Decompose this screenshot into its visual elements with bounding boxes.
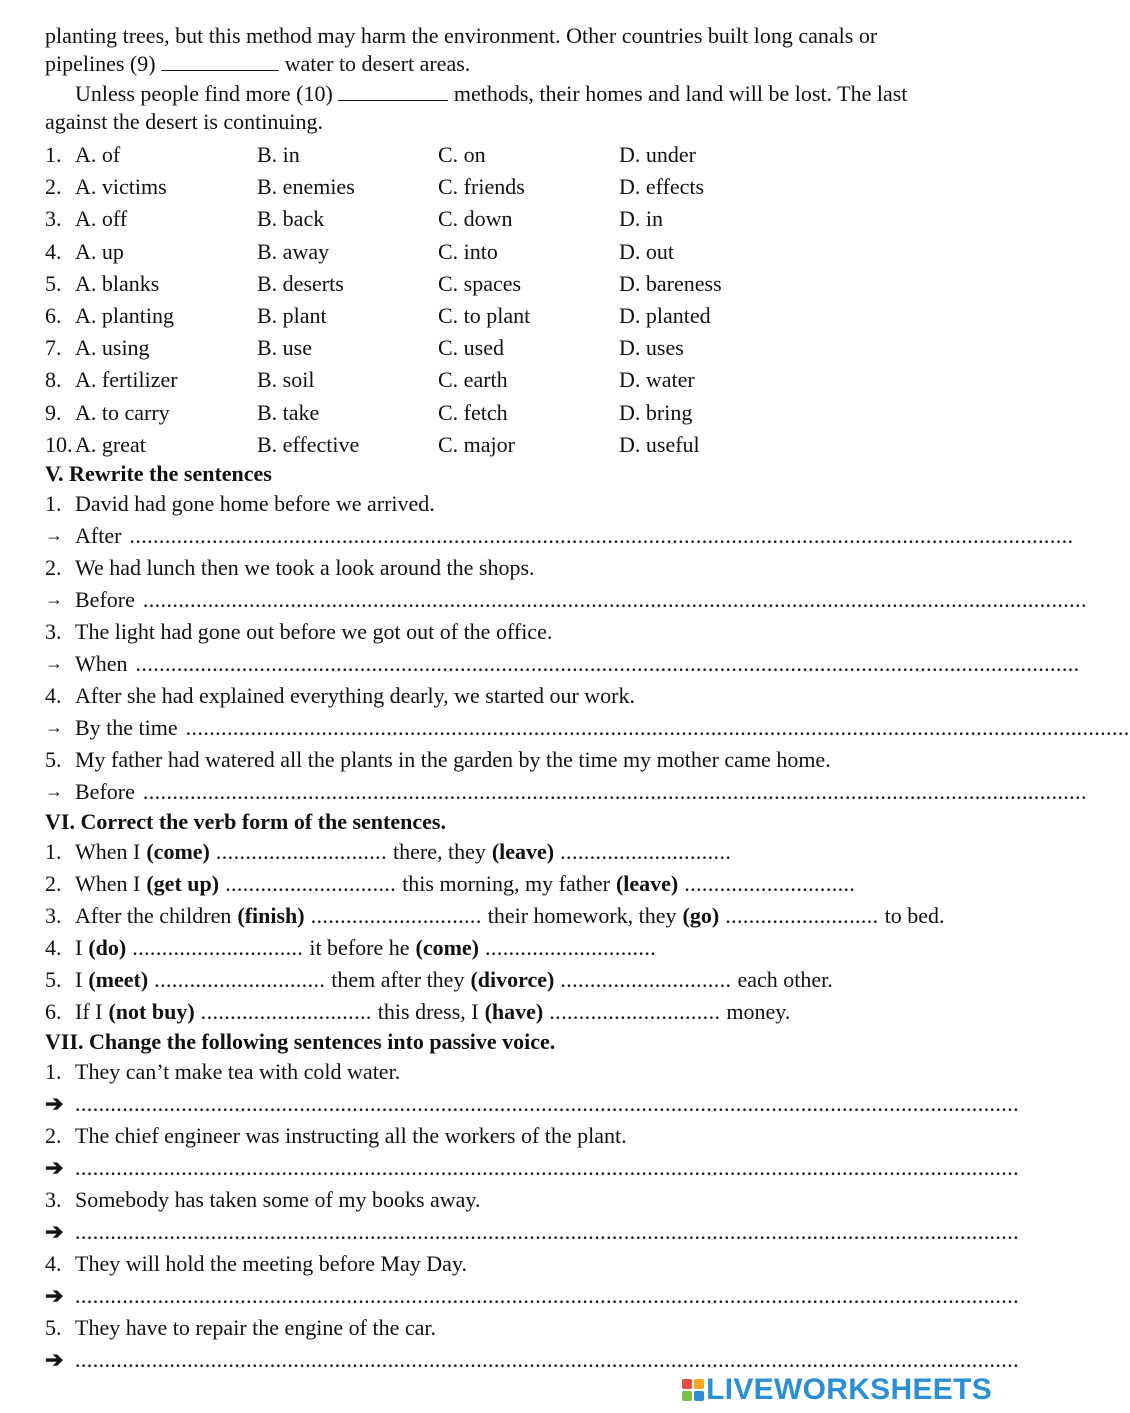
option-d[interactable]: D. water xyxy=(619,367,695,393)
sentence-part: money. xyxy=(726,998,791,1024)
options-table xyxy=(45,139,963,461)
section-title: VI. Correct the verb form of the sentences. xyxy=(45,808,446,834)
passage-line: pipelines (9) water to desert areas. xyxy=(45,51,471,76)
liveworksheets-logo-icon xyxy=(682,1379,704,1401)
passive-voice-section xyxy=(45,1056,1019,1376)
option-b[interactable]: B. back xyxy=(257,206,325,232)
question-text: They will hold the meeting before May Day. xyxy=(75,1250,468,1276)
answer-line xyxy=(45,648,1080,680)
option-d[interactable]: D. useful xyxy=(619,431,700,457)
arrow-icon: → xyxy=(45,525,63,546)
question-number: 3. xyxy=(45,618,62,644)
option-c[interactable]: C. on xyxy=(438,142,486,168)
answer-field[interactable]: ................................................................................................................................................................ xyxy=(75,1346,1019,1372)
option-b[interactable]: B. in xyxy=(257,142,300,168)
answer-field[interactable]: ................................................................................................................................................................ xyxy=(142,586,1087,612)
option-b[interactable]: B. soil xyxy=(257,367,315,393)
section-title: VII. Change the following sentences into passive voice. xyxy=(45,1028,556,1054)
arrow-icon: ➔ xyxy=(45,1346,64,1372)
arrow-icon: ➔ xyxy=(45,1154,64,1180)
question-number: 3. xyxy=(45,902,62,928)
arrow-icon: → xyxy=(45,717,63,738)
option-d[interactable]: D. under xyxy=(619,142,696,168)
question-number: 1. xyxy=(45,490,62,516)
question-number: 4. xyxy=(45,934,62,960)
sentence-part: If I xyxy=(75,998,103,1024)
question-line xyxy=(45,1056,963,1088)
option-c[interactable]: C. to plant xyxy=(438,303,531,329)
answer-field[interactable]: ................................................................................................................................................................ xyxy=(75,1154,1019,1180)
option-c[interactable]: C. used xyxy=(438,335,504,361)
sentence-part: I xyxy=(75,934,83,960)
question-number: 3. xyxy=(45,206,62,232)
answer-line xyxy=(45,712,1130,744)
verb-hint: (have) xyxy=(484,998,544,1024)
question-line xyxy=(45,488,963,520)
answer-line xyxy=(45,1216,1019,1248)
option-row xyxy=(45,300,963,332)
question-line xyxy=(45,1184,963,1216)
verb-hint: (get up) xyxy=(146,870,220,896)
question-number: 8. xyxy=(45,367,62,393)
question-line xyxy=(45,996,963,1028)
question-number: 10. xyxy=(45,431,73,457)
option-d[interactable]: D. bring xyxy=(619,399,693,425)
answer-starter: After xyxy=(75,522,122,548)
rewrite-section xyxy=(45,488,1130,808)
verb-hint: (leave) xyxy=(491,838,555,864)
question-number: 9. xyxy=(45,399,62,425)
question-line xyxy=(45,964,963,996)
question-text: Somebody has taken some of my books away. xyxy=(75,1186,481,1212)
option-d[interactable]: D. in xyxy=(619,206,663,232)
answer-field[interactable]: ............................. xyxy=(154,966,326,992)
question-line xyxy=(45,1312,963,1344)
option-b[interactable]: B. use xyxy=(257,335,312,361)
question-line xyxy=(45,680,963,712)
answer-line xyxy=(45,584,1087,616)
question-text: My father had watered all the plants in the garden by the time my mother came home. xyxy=(75,746,831,772)
answer-field[interactable]: ............................. xyxy=(132,934,304,960)
verb-hint: (come) xyxy=(415,934,480,960)
verb-hint: (finish) xyxy=(237,902,305,928)
verb-hint: (meet) xyxy=(88,966,149,992)
question-line xyxy=(45,836,963,868)
answer-starter: Before xyxy=(75,778,135,804)
section-title: V. Rewrite the sentences xyxy=(45,460,272,486)
answer-line xyxy=(45,776,1087,808)
question-number: 2. xyxy=(45,174,62,200)
option-row xyxy=(45,139,963,171)
option-a[interactable]: A. blanks xyxy=(75,270,160,296)
answer-field[interactable]: ............................. xyxy=(549,998,721,1024)
sentence-part: there, they xyxy=(392,838,486,864)
answer-line xyxy=(45,1088,1019,1120)
sentence-part: When I xyxy=(75,838,141,864)
question-text: The chief engineer was instructing all the workers of the plant. xyxy=(75,1122,627,1148)
option-row xyxy=(45,397,963,429)
option-c[interactable]: C. down xyxy=(438,206,513,232)
sentence-part: their homework, they xyxy=(487,902,677,928)
option-b[interactable]: B. enemies xyxy=(257,174,355,200)
option-a[interactable]: A. great xyxy=(75,431,146,457)
sentence-part: to bed. xyxy=(884,902,945,928)
sentence-part: it before he xyxy=(309,934,410,960)
option-row xyxy=(45,236,963,268)
option-b[interactable]: B. effective xyxy=(257,431,360,457)
option-c[interactable]: C. earth xyxy=(438,367,508,393)
sentence-part: them after they xyxy=(331,966,465,992)
sentence-part: this morning, my father xyxy=(402,870,610,896)
arrow-icon: ➔ xyxy=(45,1090,64,1116)
option-d[interactable]: D. out xyxy=(619,238,674,264)
question-number: 5. xyxy=(45,966,62,992)
answer-field[interactable]: ................................................................................................................................................................ xyxy=(185,714,1130,740)
arrow-icon: ➔ xyxy=(45,1218,64,1244)
question-number: 4. xyxy=(45,238,62,264)
verb-hint: (do) xyxy=(88,934,127,960)
liveworksheets-logo xyxy=(682,1373,992,1407)
option-row xyxy=(45,364,963,396)
option-d[interactable]: D. effects xyxy=(619,174,705,200)
blank-9[interactable] xyxy=(161,52,279,71)
option-a[interactable]: A. planting xyxy=(75,303,174,329)
answer-field[interactable]: ............................. xyxy=(684,870,856,896)
option-b[interactable]: B. plant xyxy=(257,303,327,329)
option-a[interactable]: A. victims xyxy=(75,174,167,200)
question-number: 1. xyxy=(45,1058,62,1084)
answer-line xyxy=(45,1344,1019,1376)
option-row xyxy=(45,171,963,203)
sentence-part: I xyxy=(75,966,83,992)
answer-field[interactable]: .......................... xyxy=(725,902,879,928)
question-line xyxy=(45,868,963,900)
question-number: 2. xyxy=(45,1122,62,1148)
answer-field[interactable]: ................................................................................................................................................................ xyxy=(129,522,1074,548)
option-d[interactable]: D. planted xyxy=(619,303,711,329)
answer-field[interactable]: ............................. xyxy=(225,870,397,896)
blank-10[interactable] xyxy=(338,82,448,101)
answer-field[interactable]: ............................. xyxy=(215,838,387,864)
option-a[interactable]: A. to carry xyxy=(75,399,170,425)
question-line xyxy=(45,744,963,776)
sentence-part: When I xyxy=(75,870,141,896)
verb-hint: (leave) xyxy=(615,870,679,896)
option-b[interactable]: B. away xyxy=(257,238,330,264)
sentence-part: After the children xyxy=(75,902,232,928)
answer-starter: By the time xyxy=(75,714,178,740)
answer-field[interactable]: ................................................................................................................................................................ xyxy=(75,1090,1019,1116)
answer-starter: Before xyxy=(75,586,135,612)
passage-line: planting trees, but this method may harm the environment. Other countries built long canals or xyxy=(45,23,878,48)
option-a[interactable]: A. fertilizer xyxy=(75,367,178,393)
question-line xyxy=(45,900,963,932)
sentence-part: each other. xyxy=(737,966,833,992)
option-c[interactable]: C. into xyxy=(438,238,498,264)
question-number: 5. xyxy=(45,746,62,772)
question-number: 1. xyxy=(45,142,62,168)
question-line xyxy=(45,616,963,648)
question-text: We had lunch then we took a look around the shops. xyxy=(75,554,535,580)
question-text: They can’t make tea with cold water. xyxy=(75,1058,401,1084)
question-number: 2. xyxy=(45,870,62,896)
question-number: 1. xyxy=(45,838,62,864)
option-c[interactable]: C. fetch xyxy=(438,399,508,425)
question-line xyxy=(45,932,963,964)
question-text: They have to repair the engine of the car. xyxy=(75,1314,437,1340)
question-text: David had gone home before we arrived. xyxy=(75,490,435,516)
option-a[interactable]: A. using xyxy=(75,335,150,361)
logo-text: LIVEWORKSHEETS xyxy=(706,1373,992,1406)
answer-field[interactable]: ............................. xyxy=(310,902,482,928)
option-b[interactable]: B. deserts xyxy=(257,270,344,296)
option-d[interactable]: D. bareness xyxy=(619,270,722,296)
answer-field[interactable]: ................................................................................................................................................................ xyxy=(75,1218,1019,1244)
option-c[interactable]: C. major xyxy=(438,431,515,457)
option-a[interactable]: A. of xyxy=(75,142,121,168)
question-line xyxy=(45,1248,963,1280)
arrow-icon: → xyxy=(45,589,63,610)
answer-field[interactable]: ................................................................................................................................................................ xyxy=(142,778,1087,804)
answer-field[interactable]: ............................. xyxy=(485,934,657,960)
answer-line xyxy=(45,1152,1019,1184)
question-number: 4. xyxy=(45,1250,62,1276)
answer-field[interactable]: ................................................................................................................................................................ xyxy=(75,1282,1019,1308)
option-row xyxy=(45,429,963,461)
option-row xyxy=(45,332,963,364)
answer-line xyxy=(45,1280,1019,1312)
answer-field[interactable]: ............................. xyxy=(560,838,732,864)
answer-starter: When xyxy=(75,650,128,676)
option-d[interactable]: D. uses xyxy=(619,335,684,361)
question-text: After she had explained everything dearly, we started our work. xyxy=(75,682,635,708)
option-c[interactable]: C. spaces xyxy=(438,270,522,296)
option-a[interactable]: A. off xyxy=(75,206,128,232)
question-text: The light had gone out before we got out of the office. xyxy=(75,618,553,644)
question-number: 6. xyxy=(45,998,62,1024)
question-line xyxy=(45,1120,963,1152)
question-number: 5. xyxy=(45,1314,62,1340)
sentence-part: this dress, I xyxy=(377,998,479,1024)
option-c[interactable]: C. friends xyxy=(438,174,525,200)
question-number: 2. xyxy=(45,554,62,580)
option-row xyxy=(45,203,963,235)
passage-line: against the desert is continuing. xyxy=(45,109,323,134)
passage-line: Unless people find more (10) methods, their homes and land will be lost. The last xyxy=(75,81,908,106)
question-number: 4. xyxy=(45,682,62,708)
option-a[interactable]: A. up xyxy=(75,238,124,264)
verb-hint: (not buy) xyxy=(108,998,195,1024)
verb-hint: (come) xyxy=(146,838,210,864)
verb-form-section xyxy=(45,836,963,1028)
verb-hint: (go) xyxy=(682,902,720,928)
verb-hint: (divorce) xyxy=(470,966,555,992)
arrow-icon: → xyxy=(45,653,63,674)
option-b[interactable]: B. take xyxy=(257,399,320,425)
answer-field[interactable]: ............................. xyxy=(200,998,372,1024)
question-line xyxy=(45,552,963,584)
question-number: 5. xyxy=(45,270,62,296)
option-row xyxy=(45,268,963,300)
worksheet-page xyxy=(45,22,1130,1376)
question-number: 3. xyxy=(45,1186,62,1212)
answer-field[interactable]: ............................. xyxy=(560,966,732,992)
question-number: 7. xyxy=(45,335,62,361)
arrow-icon: → xyxy=(45,781,63,802)
answer-field[interactable]: ................................................................................................................................................................ xyxy=(135,650,1080,676)
arrow-icon: ➔ xyxy=(45,1282,64,1308)
answer-line xyxy=(45,520,1074,552)
question-number: 6. xyxy=(45,303,62,329)
